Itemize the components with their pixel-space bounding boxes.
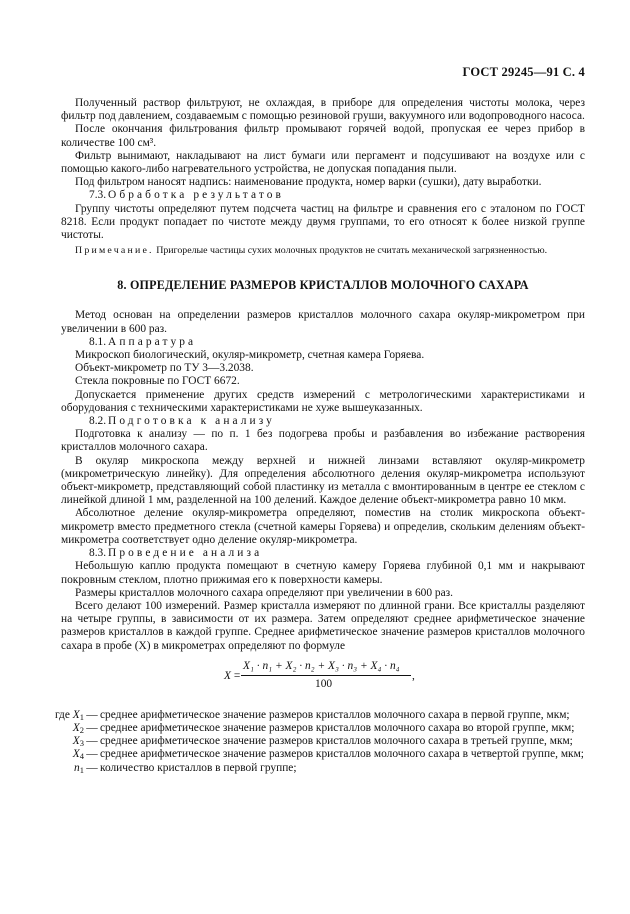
subsection-title: Подготовка к анализу	[108, 415, 275, 428]
definition-item	[26, 762, 585, 775]
paragraph: Группу чистоты определяют путем подсчета частиц на фильтре и сравнения его с эталоном по ГОСТ 8218. Если продукт попадает по чистоте между двумя группами, то его относят к более низкой группе чистоты.	[61, 202, 585, 242]
paragraph: Фильтр вынимают, накладывают на лист бумаги или пергамент и подсушивают на воздухе или с помощью какого-либо нагревательного устройства, не допуская попадания пыли.	[61, 149, 585, 176]
paragraph: Всего делают 100 измерений. Размер кристалла измеряют по длинной грани. Все кристаллы разделяют на четыре группы, в зависимости от их размера. Затем определяют среднее арифметическое значение размеров кристаллов в каждой группе. Среднее арифметическое значение размеров кристаллов молочного сахара в пробе (X) в микрометрах определяют по формуле	[61, 599, 585, 652]
formula-lhs: X =	[224, 669, 241, 682]
paragraph: В окуляр микроскопа между верхней и нижней линзами вставляют окуляр-микрометр (микрометрическую линейку). Для определения абсолютного деления окуляр-микрометра используют объект-микрометр, представляющий собой пластинку из металла с вмонтированным в центре ее стеклом с линейкой длиной 1 мм, разделенной на 100 делений. Каждое деление объект-микрометра равно 10 мкм.	[61, 454, 585, 507]
definition-term: $X_2$	[72, 721, 84, 735]
subsection-heading-8-3	[61, 547, 585, 560]
formula-denominator: 100	[315, 677, 333, 690]
paragraph: Микроскоп биологический, окуляр-микрометр, счетная камера Горяева.	[75, 349, 425, 362]
formula-tail: ,	[412, 669, 415, 682]
section-title: 8. ОПРЕДЕЛЕНИЕ РАЗМЕРОВ КРИСТАЛЛОВ МОЛОЧНОГО САХАРА	[117, 278, 529, 293]
definition-text: среднее арифметическое значение размеров кристаллов молочного сахара в третьей группе, мкм;	[100, 735, 573, 748]
definition-dash: —	[86, 761, 98, 774]
subsection-heading-8-2	[61, 415, 585, 428]
paragraph: После окончания фильтрования фильтр промывают горячей водой, пропуская ее через прибор в количестве 100 см³.	[61, 123, 585, 149]
fraction-bar	[241, 675, 411, 676]
page-header: ГОСТ 29245—91 С. 4	[462, 65, 585, 79]
definition-term: $X_3$	[72, 735, 84, 749]
subsection-title: Аппаратура	[108, 335, 197, 348]
note-label: Примечание.	[75, 245, 154, 257]
paragraph: Объект-микрометр по ТУ 3—3.2038.	[75, 362, 254, 375]
definition-dash: —	[86, 735, 98, 748]
formula-numerator: X₁ · n₁ + X₂ · n₂ + X₃ · n₃ + X₄ · n₄	[243, 659, 400, 672]
subsection-number: 8.1.	[89, 335, 107, 348]
note-text: Пригорелые частицы сухих молочных продуктов не считать механической загрязненностью.	[156, 245, 548, 257]
subsection-title: Обработка результатов	[108, 189, 285, 202]
definition-text: среднее арифметическое значение размеров кристаллов молочного сахара во второй группе, мкм;	[100, 721, 575, 734]
paragraph: Допускается применение других средств измерений с метрологическими характеристиками и оборудования с техническими характеристиками не хуже вышеуказанных.	[61, 388, 585, 414]
definition-dash: —	[86, 721, 98, 734]
definition-item	[26, 748, 585, 761]
definition-term: $n_1$	[74, 761, 84, 775]
definition-text: количество кристаллов в первой группе;	[100, 761, 297, 774]
definition-item	[26, 722, 585, 735]
document-body	[54, 97, 585, 775]
definitions-list	[26, 709, 585, 775]
definition-text: среднее арифметическое значение размеров кристаллов молочного сахара в первой группе, мкм;	[100, 708, 570, 721]
paragraph: Небольшую каплю продукта помещают в счетную камеру Горяева глубиной 0,1 мм и накрывают покровным стеклом, плотно прижимая его к поверхности камеры.	[61, 560, 585, 586]
paragraph: Подготовка к анализу — по п. 1 без подогрева пробы и разбавления во избежание растворения кристаллов молочного сахара.	[61, 428, 585, 454]
subsection-number: 7.3.	[89, 189, 107, 202]
definition-dash: —	[86, 748, 98, 761]
subsection-number: 8.3.	[89, 547, 107, 560]
definition-item	[26, 735, 585, 748]
definition-item	[26, 709, 585, 722]
subsection-heading-8-1	[61, 336, 585, 349]
paragraph: Метод основан на определении размеров кристаллов молочного сахара окуляр-микрометром при увеличении в 600 раз.	[61, 309, 585, 335]
definition-text: среднее арифметическое значение размеров кристаллов молочного сахара в четвертой группе, мкм;	[100, 748, 584, 761]
paragraph: Размеры кристаллов молочного сахара определяют при увеличении в 600 раз.	[75, 586, 453, 599]
subsection-number: 8.2.	[89, 415, 107, 428]
paragraph: Абсолютное деление окуляр-микрометра определяют, поместив на столик микроскопа объект-микрометр вместо предметного стекла (счетной камеры Горяева) и определив, скольким делениям объект-микрометра соответствует одно деление окуляр-микрометра.	[61, 507, 585, 546]
paragraph: Стекла покровные по ГОСТ 6672.	[75, 375, 240, 388]
definition-dash: —	[86, 708, 98, 721]
note	[61, 245, 585, 257]
subsection-heading-7-3	[61, 189, 585, 202]
paragraph: Под фильтром наносят надпись: наименование продукта, номер варки (сушки), дату выработки.	[75, 176, 542, 189]
paragraph: Полученный раствор фильтруют, не охлаждая, в приборе для определения чистоты молока, через фильтр под давлением, создаваемым с помощью резиновой груши, вакуумного или водопроводного насоса.	[61, 97, 585, 123]
definition-term: $X_4$	[72, 748, 84, 762]
formula	[61, 659, 585, 697]
definition-term: где $X_1$	[54, 708, 84, 722]
subsection-title: Проведение анализа	[108, 547, 263, 560]
